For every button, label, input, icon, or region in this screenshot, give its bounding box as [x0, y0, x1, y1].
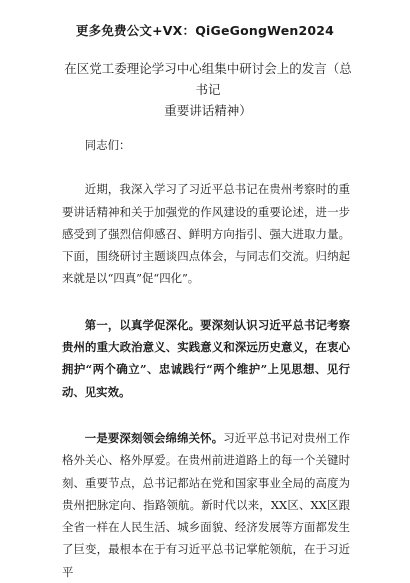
paragraph-point-one — [62, 427, 350, 583]
title-line-1: 在区党工委理论学习中心组集中研讨会上的发言（总书记 — [64, 61, 352, 97]
paragraph-intro: 近期，我深入学习了习近平总书记在贵州考察时的重要讲话精神和关于加强党的作风建设的重要论述，进一步感受到了强烈信仰感召、鲜明方向指引、强大进取力量。下面，围绕研讨主题谈四点体会，与同志们交流。归纳起来就是以“四真”促“四化”。 — [62, 182, 350, 286]
promo-header: 更多免费公文+VX：QiGeGongWen2024 — [75, 23, 335, 38]
point-one-lead: 一是要深刻领会绵绵关怀。 — [84, 430, 224, 445]
point-one-text: 习近平总书记对贵州工作格外关心、格外厚爱。在贵州前进道路上的每一个关键时刻、重要节点，总书记都站在党和国家事业全局的高度为贵州把脉定向、指路领航。新时代以来，XX区、XX区跟全省一样在人民生活、城乡面貌、经济发展等方面都发生了巨变，最根本在于有习近平总书记掌舵领航，在于习近平 — [62, 430, 350, 579]
document-body — [62, 134, 350, 583]
title-line-2: 重要讲话精神） — [164, 103, 252, 118]
paragraph-section-one: 第一，以真学促深化。要深刻认识习近平总书记考察贵州的重大政治意义、实践意义和深远历史意义，在衷心拥护“两个确立”、忠诚践行“两个维护”上见思想、见行动、见实效。 — [62, 317, 350, 399]
salutation: 同志们： — [84, 138, 131, 152]
document-title — [62, 58, 354, 121]
